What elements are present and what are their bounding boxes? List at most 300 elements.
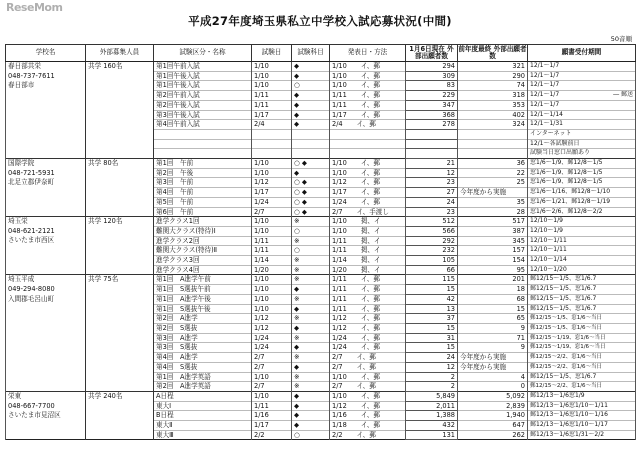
announce-cell bbox=[330, 304, 406, 314]
period-text: 12/1～1/7 bbox=[530, 62, 560, 69]
exam-subjects: ※ bbox=[292, 275, 330, 285]
applicants-count: 31 bbox=[406, 333, 458, 343]
announce-date: 1/11 bbox=[332, 100, 347, 109]
table-row bbox=[6, 159, 636, 169]
application-period bbox=[528, 265, 636, 275]
exam-date: 1/14 bbox=[252, 256, 292, 266]
period-text: 試験当日窓口出願あり bbox=[530, 149, 591, 157]
prev-year-count bbox=[458, 411, 528, 421]
applicants-count: 23 bbox=[406, 207, 458, 217]
exam-subjects: ◆ bbox=[292, 401, 330, 411]
announce-cell bbox=[330, 178, 406, 188]
exam-subjects: ○ ◆ bbox=[292, 159, 330, 169]
prev-year-count bbox=[458, 159, 528, 169]
school-city: 入間郡毛呂山町 bbox=[8, 294, 55, 303]
announce-method: イ、郵 bbox=[360, 411, 380, 420]
prev-count: 28 bbox=[516, 207, 525, 216]
prev-year-count bbox=[458, 246, 528, 256]
exam-subjects: ※ bbox=[292, 265, 330, 275]
announce-cell bbox=[330, 110, 406, 120]
announce-method: 掲、イ bbox=[360, 265, 381, 274]
exam-date: 1/17 bbox=[252, 188, 292, 198]
announce-cell bbox=[330, 159, 406, 169]
prev-count: 290 bbox=[512, 71, 525, 80]
application-period bbox=[528, 149, 636, 159]
exam-name: 東大Ⅰ bbox=[154, 401, 252, 411]
announce-cell bbox=[330, 236, 406, 246]
announce-cell bbox=[330, 285, 406, 295]
period-text: 郵12/15～1/5、窓1/6.7 bbox=[530, 372, 597, 380]
period-text: 12/1～1/7 bbox=[530, 81, 560, 89]
exam-date: 1/10 bbox=[252, 71, 292, 81]
announce-cell bbox=[330, 91, 406, 101]
exam-subjects: ※ bbox=[292, 236, 330, 246]
exam-subjects: ※ bbox=[292, 256, 330, 266]
applicants-count: 15 bbox=[406, 285, 458, 295]
prev-count: 36 bbox=[516, 159, 525, 168]
exam-name: 第1回 A進学午前 bbox=[154, 275, 252, 285]
announce-date: 1/12 bbox=[332, 314, 347, 323]
application-period bbox=[528, 71, 636, 81]
period-text: 郵12/13～1/6窓1/9 bbox=[530, 391, 585, 399]
exam-subjects: ◆ bbox=[292, 391, 330, 401]
exam-name: 進学クラス4回 bbox=[154, 265, 252, 275]
exam-name: 第6回 午前 bbox=[154, 207, 252, 217]
announce-cell bbox=[330, 197, 406, 207]
application-period bbox=[528, 81, 636, 91]
exam-name: 第1回午前入試 bbox=[154, 62, 252, 72]
announce-date: 1/10 bbox=[332, 159, 347, 168]
exam-date: 1/10 bbox=[252, 217, 292, 227]
announce-cell bbox=[330, 353, 406, 363]
announce-date: 1/12 bbox=[332, 323, 347, 332]
exam-subjects: ◆ bbox=[292, 304, 330, 314]
prev-count: 517 bbox=[512, 217, 525, 226]
application-period bbox=[528, 256, 636, 266]
applicants-count: 27 bbox=[406, 188, 458, 198]
announce-method: 掲、イ bbox=[360, 246, 381, 255]
exam-subjects: ○ bbox=[292, 226, 330, 236]
prev-year-count bbox=[458, 256, 528, 266]
exam-subjects: ※ bbox=[292, 294, 330, 304]
application-period bbox=[528, 401, 636, 411]
application-period bbox=[528, 411, 636, 421]
exam-name: 難関大クラス(特待)Ⅱ bbox=[154, 246, 252, 256]
exam-name: 第1回午後入試 bbox=[154, 81, 252, 91]
capacity-cell: 共学 80名 bbox=[86, 159, 154, 217]
table-body bbox=[6, 62, 636, 440]
exam-subjects: ◆ bbox=[292, 71, 330, 81]
prev-count: 647 bbox=[512, 421, 525, 430]
announce-date: 1/24 bbox=[332, 197, 347, 206]
table-row bbox=[6, 62, 636, 72]
exam-date: 1/10 bbox=[252, 226, 292, 236]
period-text: インターネット bbox=[530, 129, 572, 137]
exam-date: 1/12 bbox=[252, 314, 292, 324]
announce-date: 2/7 bbox=[332, 353, 343, 362]
announce-cell bbox=[330, 256, 406, 266]
exam-subjects: ◆ bbox=[292, 91, 330, 101]
exam-date: 1/16 bbox=[252, 411, 292, 421]
header-period: 願書受付期間 bbox=[528, 45, 636, 62]
announce-method: イ、郵 bbox=[360, 275, 380, 284]
exam-name: 第4回 午前 bbox=[154, 188, 252, 198]
exam-name bbox=[154, 149, 252, 159]
period-text: 郵12/15～2/2、窓1/6～当日 bbox=[530, 363, 603, 370]
announce-cell bbox=[330, 226, 406, 236]
period-text: 郵12/15～2/2、窓1/6～当日 bbox=[530, 354, 603, 361]
announce-method: イ、郵 bbox=[360, 168, 380, 177]
announce-cell bbox=[330, 275, 406, 285]
announce-cell bbox=[330, 188, 406, 198]
header-subjects: 試験科目 bbox=[292, 45, 330, 62]
exam-subjects: ○ ◆ bbox=[292, 207, 330, 217]
school-info-cell bbox=[6, 391, 86, 440]
exam-date: 1/24 bbox=[252, 333, 292, 343]
applicants-count: 566 bbox=[406, 226, 458, 236]
prev-year-count bbox=[458, 294, 528, 304]
period-text: 12/1～各試験前日 bbox=[530, 139, 580, 147]
announce-method: イ、郵 bbox=[360, 391, 380, 400]
announce-cell bbox=[330, 372, 406, 382]
application-period bbox=[528, 178, 636, 188]
period-text: 12/1～1/7 bbox=[530, 100, 560, 108]
exam-name: 第3回 A進学 bbox=[154, 333, 252, 343]
school-info-cell bbox=[6, 159, 86, 217]
application-period bbox=[528, 372, 636, 382]
applicants-count: 1,388 bbox=[406, 411, 458, 421]
announce-method: イ、郵 bbox=[360, 159, 380, 168]
prev-year-count bbox=[458, 391, 528, 401]
exam-date: 2/4 bbox=[252, 120, 292, 130]
announce-cell bbox=[330, 100, 406, 110]
announce-method: イ、郵 bbox=[356, 120, 376, 129]
announce-cell bbox=[330, 421, 406, 431]
mail-note: ― 郵送 bbox=[613, 91, 633, 99]
exam-name: 第4回午前入試 bbox=[154, 120, 252, 130]
announce-date: 2/7 bbox=[332, 382, 343, 391]
announce-method: イ、郵 bbox=[360, 333, 380, 342]
applicants-count: 83 bbox=[406, 81, 458, 91]
exam-date: 1/10 bbox=[252, 62, 292, 72]
announce-cell bbox=[330, 323, 406, 333]
announce-cell bbox=[330, 343, 406, 353]
application-period bbox=[528, 188, 636, 198]
applicants-count bbox=[406, 129, 458, 139]
period-text: 郵12/13～1/6窓1/10～1/16 bbox=[530, 411, 608, 419]
announce-date: 1/24 bbox=[332, 343, 347, 352]
announce-method: イ、郵 bbox=[356, 353, 376, 362]
exam-date: 1/10 bbox=[252, 304, 292, 314]
prev-count: 68 bbox=[516, 294, 525, 303]
exam-date: 1/11 bbox=[252, 401, 292, 411]
school-phone: 049-294-8080 bbox=[8, 285, 55, 294]
applicants-count: 105 bbox=[406, 256, 458, 266]
exam-subjects: ○ ◆ bbox=[292, 188, 330, 198]
school-info-cell bbox=[6, 275, 86, 391]
announce-cell bbox=[330, 207, 406, 217]
application-period bbox=[528, 314, 636, 324]
announce-method: 掲、イ bbox=[360, 256, 381, 265]
exam-name bbox=[154, 139, 252, 149]
announce-cell bbox=[330, 391, 406, 401]
exam-subjects: ◆ bbox=[292, 343, 330, 353]
prev-count: 65 bbox=[516, 314, 525, 323]
school-phone: 048-721-5931 bbox=[8, 168, 55, 177]
application-period bbox=[528, 207, 636, 217]
exam-subjects: ○ ◆ bbox=[292, 178, 330, 188]
capacity-cell: 共学 75名 bbox=[86, 275, 154, 391]
prev-year-count bbox=[458, 382, 528, 392]
announce-method: イ、郵 bbox=[360, 91, 380, 100]
announce-cell bbox=[330, 430, 406, 440]
announce-method: イ、郵 bbox=[360, 421, 380, 430]
application-period bbox=[528, 430, 636, 440]
exam-date: 1/10 bbox=[252, 159, 292, 169]
announce-cell bbox=[330, 411, 406, 421]
announce-cell bbox=[330, 265, 406, 275]
announce-method: イ、郵 bbox=[356, 430, 376, 439]
prev-count: 318 bbox=[512, 91, 525, 100]
prev-count: 387 bbox=[512, 226, 525, 235]
exam-date: 1/24 bbox=[252, 343, 292, 353]
exam-date: 1/20 bbox=[252, 265, 292, 275]
announce-method: 掲、イ bbox=[360, 217, 381, 226]
applicants-count: 2 bbox=[406, 382, 458, 392]
exam-date: 1/10 bbox=[252, 294, 292, 304]
announce-method: イ、郵 bbox=[360, 81, 380, 90]
prev-count: 4 bbox=[520, 372, 525, 381]
exam-name: 難関大クラス(特待)Ⅰ bbox=[154, 226, 252, 236]
exam-date: 1/10 bbox=[252, 391, 292, 401]
header-announce: 発表日・方法 bbox=[330, 45, 406, 62]
period-text: 窓1/6～1/9、郵12/8～1/5 bbox=[530, 178, 603, 186]
prev-count: 25 bbox=[516, 178, 525, 187]
period-text: 12/10～1/11 bbox=[530, 236, 567, 244]
period-text: 郵12/15～1/19、窓1/6～当日 bbox=[530, 334, 606, 341]
application-period bbox=[528, 343, 636, 353]
announce-date: 1/11 bbox=[332, 275, 347, 284]
prev-year-count bbox=[458, 236, 528, 246]
exam-date: 1/11 bbox=[252, 100, 292, 110]
period-text: 窓1/6～1/21、郵12/8～1/19 bbox=[530, 197, 611, 205]
application-period bbox=[528, 391, 636, 401]
exam-name: 第4回 S選抜 bbox=[154, 362, 252, 372]
school-city: 春日部市 bbox=[8, 81, 35, 90]
capacity-cell: 共学 160名 bbox=[86, 62, 154, 159]
prev-year-count bbox=[458, 323, 528, 333]
announce-date: 1/10 bbox=[332, 71, 347, 80]
period-text: 郵12/13～1/6窓1/10～1/11 bbox=[530, 401, 608, 409]
capacity-cell: 共学 240名 bbox=[86, 391, 154, 440]
prev-count: 95 bbox=[516, 265, 525, 274]
exam-date: 1/10 bbox=[252, 372, 292, 382]
exam-subjects: ※ bbox=[292, 353, 330, 363]
period-text: 郵12/15～1/5、窓1/6～当日 bbox=[530, 324, 603, 331]
announce-date: 1/17 bbox=[332, 110, 347, 119]
exam-date: 1/24 bbox=[252, 197, 292, 207]
school-name: 埼玉平成 bbox=[8, 275, 35, 284]
announce-date: 1/24 bbox=[332, 333, 347, 342]
period-text: 窓1/6～1/16、郵12/8～1/10 bbox=[530, 188, 611, 196]
application-period bbox=[528, 304, 636, 314]
exam-date: 1/10 bbox=[252, 275, 292, 285]
announce-cell bbox=[330, 81, 406, 91]
announce-method: イ、郵 bbox=[360, 110, 380, 119]
application-period bbox=[528, 275, 636, 285]
announce-method: イ、郵 bbox=[360, 401, 380, 410]
new-this-year-note: 今年度から実施 bbox=[460, 188, 507, 197]
announce-method: イ、郵 bbox=[360, 372, 380, 381]
exam-date: 1/10 bbox=[252, 168, 292, 178]
exam-subjects bbox=[292, 139, 330, 149]
applicants-count: 5,849 bbox=[406, 391, 458, 401]
prev-year-count bbox=[458, 362, 528, 372]
header-school: 学校名 bbox=[6, 45, 86, 62]
prev-year-count bbox=[458, 149, 528, 159]
applicants-count: 66 bbox=[406, 265, 458, 275]
exam-subjects: ○ bbox=[292, 246, 330, 256]
announce-date: 1/18 bbox=[332, 421, 347, 430]
prev-count: 71 bbox=[516, 333, 525, 342]
applicants-count bbox=[406, 139, 458, 149]
exam-date: 1/17 bbox=[252, 110, 292, 120]
applicants-count: 24 bbox=[406, 197, 458, 207]
exam-name: 第2回午前入試 bbox=[154, 91, 252, 101]
exam-name: 進学クラス1回 bbox=[154, 217, 252, 227]
exam-date: 1/11 bbox=[252, 91, 292, 101]
announce-method: イ、郵 bbox=[360, 197, 380, 206]
applicants-count: 15 bbox=[406, 343, 458, 353]
period-text: 12/1～1/7 bbox=[530, 71, 560, 79]
exam-name: B日程 bbox=[154, 411, 252, 421]
exam-date: 1/17 bbox=[252, 421, 292, 431]
applicants-count: 12 bbox=[406, 168, 458, 178]
applicants-count: 278 bbox=[406, 120, 458, 130]
announce-date: 1/14 bbox=[332, 256, 347, 265]
period-text: 窓1/6～2/6、郵12/8～2/2 bbox=[530, 207, 603, 215]
exam-name: 第2回 A進学英語 bbox=[154, 382, 252, 392]
applicants-count: 13 bbox=[406, 304, 458, 314]
sort-order-note: 50音順 bbox=[610, 35, 632, 43]
exam-date: 2/7 bbox=[252, 207, 292, 217]
announce-method: イ、郵 bbox=[360, 285, 380, 294]
announce-cell bbox=[330, 129, 406, 139]
announce-method: イ、手渡し bbox=[356, 207, 389, 216]
exam-subjects: ◆ bbox=[292, 100, 330, 110]
exam-subjects: ◆ bbox=[292, 421, 330, 431]
application-period bbox=[528, 226, 636, 236]
exam-name: 第1回午後入試 bbox=[154, 71, 252, 81]
prev-year-count bbox=[458, 372, 528, 382]
exam-subjects: ◆ bbox=[292, 120, 330, 130]
applicants-count: 23 bbox=[406, 178, 458, 188]
prev-count: 201 bbox=[512, 275, 525, 284]
table-row bbox=[6, 217, 636, 227]
resemom-watermark: ReseMom bbox=[6, 1, 63, 14]
period-text: 12/10～1/9 bbox=[530, 226, 563, 234]
announce-date: 1/10 bbox=[332, 226, 347, 235]
applicants-count: 42 bbox=[406, 294, 458, 304]
announce-date: 1/11 bbox=[332, 236, 347, 245]
prev-count: 9 bbox=[520, 343, 525, 352]
prev-year-count bbox=[458, 333, 528, 343]
application-period bbox=[528, 91, 636, 101]
application-period bbox=[528, 159, 636, 169]
application-period bbox=[528, 197, 636, 207]
announce-cell bbox=[330, 314, 406, 324]
announce-method: イ、郵 bbox=[356, 382, 376, 391]
prev-year-count bbox=[458, 430, 528, 440]
announce-date: 2/7 bbox=[332, 362, 343, 371]
period-text: 12/1～1/31 bbox=[530, 120, 563, 128]
applicants-count: 432 bbox=[406, 421, 458, 431]
announce-date: 1/10 bbox=[332, 62, 347, 70]
applicants-count: 309 bbox=[406, 71, 458, 81]
header-date: 試験日 bbox=[252, 45, 292, 62]
announce-cell bbox=[330, 246, 406, 256]
prev-year-count bbox=[458, 207, 528, 217]
exam-name: 第4回 A進学 bbox=[154, 353, 252, 363]
school-name: 春日部共栄 bbox=[8, 62, 41, 70]
exam-subjects: ◆ bbox=[292, 168, 330, 178]
announce-cell bbox=[330, 168, 406, 178]
exam-name: A日程 bbox=[154, 391, 252, 401]
announce-date: 1/11 bbox=[332, 304, 347, 313]
announce-cell bbox=[330, 333, 406, 343]
exam-subjects: ※ bbox=[292, 372, 330, 382]
period-text: 郵12/15～2/2、窓1/6～当日 bbox=[530, 383, 603, 390]
exam-date bbox=[252, 129, 292, 139]
exam-subjects: ○ bbox=[292, 81, 330, 91]
announce-date: 1/12 bbox=[332, 401, 347, 410]
announce-cell bbox=[330, 362, 406, 372]
period-text: 12/10～1/14 bbox=[530, 256, 567, 264]
exam-subjects: ○ ◆ bbox=[292, 197, 330, 207]
announce-method: イ、郵 bbox=[360, 314, 380, 323]
period-text: 12/10～1/20 bbox=[530, 265, 567, 273]
period-text: 郵12/15～1/5、窓1/6.7 bbox=[530, 275, 597, 283]
prev-year-count bbox=[458, 343, 528, 353]
applicants-count: 131 bbox=[406, 430, 458, 440]
applicants-count: 292 bbox=[406, 236, 458, 246]
prev-count: 157 bbox=[512, 246, 525, 255]
announce-date: 1/10 bbox=[332, 372, 347, 381]
prev-year-count bbox=[458, 314, 528, 324]
announce-date: 1/11 bbox=[332, 91, 347, 100]
application-period bbox=[528, 110, 636, 120]
school-phone: 048-667-7700 bbox=[8, 401, 55, 410]
exam-date: 2/7 bbox=[252, 362, 292, 372]
prev-count: 1,940 bbox=[506, 411, 525, 420]
announce-cell bbox=[330, 382, 406, 392]
prev-year-count bbox=[458, 100, 528, 110]
announce-date: 1/11 bbox=[332, 294, 347, 303]
exam-name: 第1回 A進学午後 bbox=[154, 294, 252, 304]
exam-date: 1/10 bbox=[252, 81, 292, 91]
period-text: 12/1～1/14 bbox=[530, 110, 563, 118]
new-this-year-note: 今年度から実施 bbox=[460, 353, 507, 362]
application-period bbox=[528, 129, 636, 139]
prev-year-count bbox=[458, 81, 528, 91]
prev-year-count bbox=[458, 275, 528, 285]
exam-subjects: ○ bbox=[292, 430, 330, 440]
period-text: 郵12/15～1/5、窓1/6.7 bbox=[530, 304, 597, 312]
prev-count: 9 bbox=[520, 323, 525, 332]
header-capacity: 外部募集人員 bbox=[86, 45, 154, 62]
application-period bbox=[528, 120, 636, 130]
prev-count: 262 bbox=[512, 430, 525, 439]
